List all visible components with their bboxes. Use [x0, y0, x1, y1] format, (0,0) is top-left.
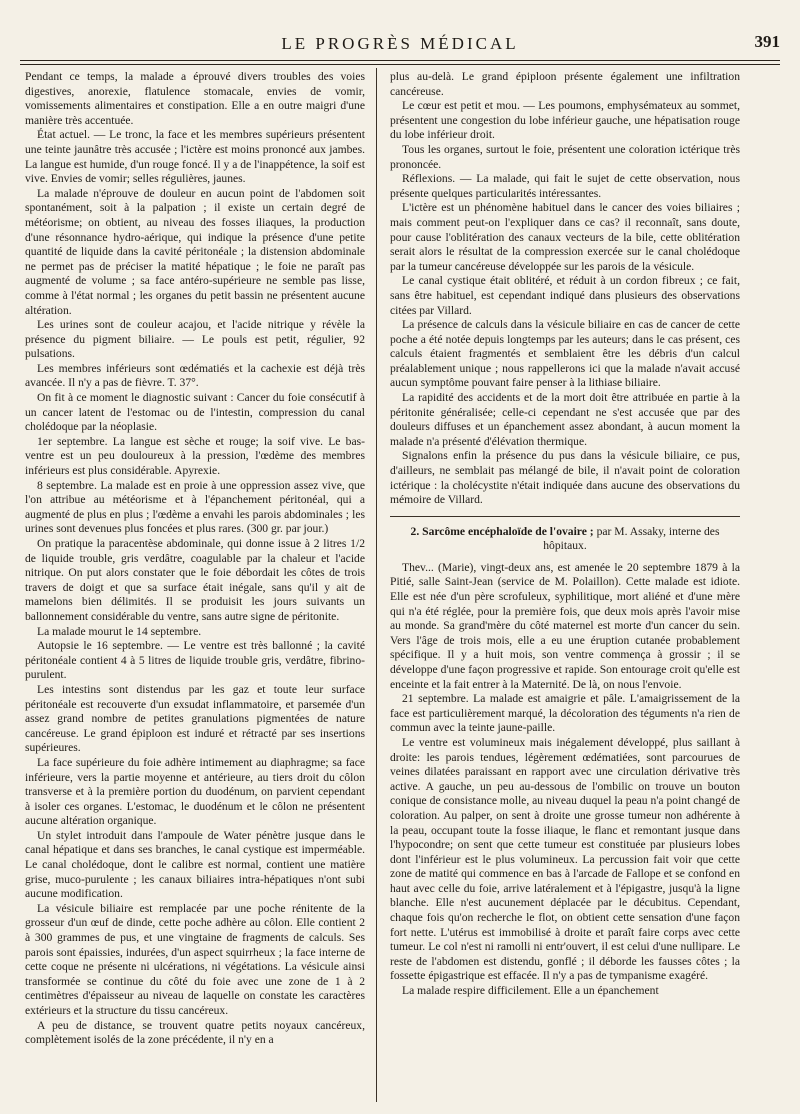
- paragraph: Le canal cystique était oblitéré, et réduit à un cordon fibreux ; ce fait, sans être habituel, est cependant indiqué dans plusieurs des observations citées par Villard.: [390, 274, 740, 317]
- section-separator: [390, 516, 740, 517]
- page-header: [20, 30, 780, 64]
- paragraph: 1er septembre. La langue est sèche et rouge; la soif vive. Le bas-ventre est un peu douloureux à la pression, l'œdème des membres inférieurs est plus considérable. Apyrexie.: [25, 434, 365, 478]
- article-byline: par M. Assaky, interne des hôpitaux.: [543, 524, 720, 552]
- column-divider: [376, 68, 377, 1102]
- paragraph: État actuel. — Le tronc, la face et les membres supérieurs présentent une teinte jaunâtre très accusée ; l'ictère est moins prononcé aux jambes. La langue est humide, d'un rouge foncé. Il y a de l'inappétence, la soif est vive. Envies de vomir; selles régulières, jaunes.: [25, 128, 365, 186]
- paragraph: 8 septembre. La malade est en proie à une oppression assez vive, que l'on attribue au météorisme et à l'épanchement péritonéal, qui a augmenté de plus en plus ; l'œdème a envahi les parois abdominales ; les urines sont devenues plus foncées et plus rares. (300 gr. par jour.): [25, 478, 365, 536]
- paragraph: Les urines sont de couleur acajou, et l'acide nitrique y révèle la présence du pigment biliaire. — Le pouls est petit, régulier, 92 pulsations.: [25, 318, 365, 361]
- paragraph: Les membres inférieurs sont œdématiés et la cachexie est déjà très avancée. Il n'y a pas de fièvre. T. 37°.: [25, 361, 365, 390]
- running-title: LE PROGRÈS MÉDICAL: [281, 34, 519, 53]
- right-column: [390, 70, 740, 1100]
- paragraph: Autopsie le 16 septembre. — Le ventre est très ballonné ; la cavité péritonéale contient 4 à 5 litres de liquide trouble gris, verdâtre, fibrino-purulent.: [25, 639, 365, 682]
- paragraph: La face supérieure du foie adhère intimement au diaphragme; sa face inférieure, vers la partie moyenne et antérieure, au tiers droit du côlon transverse et à la première portion du duodénum, on parvient cependant à isoler ces organes. L'estomac, le duodénum et le côlon ne présentent aucune altération organique.: [25, 755, 365, 828]
- paragraph: La rapidité des accidents et de la mort doit être attribuée en partie à la péritonite généralisée; celle-ci cependant ne s'est accusée que par des douleurs diffuses et un épanchement assez abondant, à aucun moment la malade n'a présenté d'élévation thermique.: [390, 391, 740, 448]
- paragraph: La malade respire difficilement. Elle a un épanchement: [402, 984, 659, 998]
- header-rule: [20, 60, 780, 61]
- paragraph: On pratique la paracentèse abdominale, qui donne issue à 2 litres 1/2 de liquide trouble, gris verdâtre, coagulable par la chaleur et l'acide nitrique. On put alors constater que le foie débordait les côtes de trois travers de doigt et que sa surface était inégale, sans qu'il y ait de mamelons bien délimités. Il se produisit les jours suivants un ballonnement considérable du ventre, sans autre signe de péritonite.: [25, 537, 365, 623]
- paragraph: La présence de calculs dans la vésicule biliaire en cas de cancer de cette poche a été notée depuis longtemps par les auteurs; dans le cas présent, ces calculs étaient fragmentés et semblaient être les débris d'un calcul préalablement unique ; nous rappellerons ici que la malade n'avait accusé aucun symptôme pouvant faire penser à la lithiase biliaire.: [390, 318, 740, 390]
- header-rule-secondary: [20, 64, 780, 65]
- paragraph: Thev... (Marie), vingt-deux ans, est amenée le 20 septembre 1879 à la Pitié, salle Saint-Jean (service de M. Polaillon). Cette malade est idiote. Elle est née d'un père scrofuleux, syphilitique, mort aliéné et d'une mère qui n'a été réglée, pour la première fois, que deux mois après l'avoir mise au monde. Sa grand'mère du côté maternel est morte d'un cancer du sein. Vers l'âge de trois mois, elle a eu une éruption cutanée probablement spécifique. Il y a huit mois, son ventre commença à grossir ; il se développe d'une façon progressive et rapide. Son entourage croit qu'elle est enceinte et la fait entrer à la Maternité. De là, on nous l'envoie.: [390, 560, 740, 691]
- paragraph: La vésicule biliaire est remplacée par une poche rénitente de la grosseur d'un œuf de dinde, cette poche adhère au côlon. Elle contient 2 à 300 grammes de pus, et une vingtaine de fragments de calculs. Ses parois sont épaissies, indurées, d'un aspect squirrheux ; la face interne de cette coque ne présente ni ulcérations, ni végétations. La vésicule ainsi transformée se continue du côté du foie avec une zone de 1 à 2 centimètres d'épaisseur au niveau de laquelle on constate les caractères extérieurs et la structure du tissu cancéreux.: [25, 901, 365, 1017]
- paragraph: Pendant ce temps, la malade a éprouvé divers troubles des voies digestives, anorexie, flatulence stomacale, envies de vomir, vomissements alimentaires et constipation. Elle a en outre maigri d'une manière très accentuée.: [25, 70, 365, 127]
- paragraph: plus au-delà. Le grand épiploon présente également une infiltration cancéreuse.: [390, 70, 740, 98]
- paragraph: Le cœur est petit et mou. — Les poumons, emphysémateux au sommet, présentent une congestion du lobe inférieur gauche, une hépatisation rouge du lobe inférieur droit.: [390, 99, 740, 142]
- paragraph: 21 septembre. La malade est amaigrie et pâle. L'amaigrissement de la face est particulièrement marqué, la décoloration des téguments n'a rien de commun avec la teinte jaune-paille.: [390, 692, 740, 735]
- paragraph: Tous les organes, surtout le foie, présentent une coloration ictérique très prononcée.: [390, 142, 740, 171]
- article-title: 2. Sarcôme encéphaloïde de l'ovaire ;: [410, 524, 594, 538]
- paragraph: Les intestins sont distendus par les gaz et toute leur surface péritonéale est recouverte d'un exsudat inflammatoire, et parsemée d'un assez grand nombre de petites granulations pigmentées de nature cancéreuse. Le grand épiploon est induré et rétracté par ses insertions supérieures.: [25, 682, 365, 755]
- paragraph: A peu de distance, se trouvent quatre petits noyaux cancéreux, complètement isolés de la zone précédente, il n'y en a: [25, 1018, 365, 1047]
- paragraph: Le ventre est volumineux mais inégalement développé, plus saillant à droite: les parois tendues, légèrement œdématiées, sont parcourues de veines dilatées paraissant en rapport avec une circulation dérivative très active. A gauche, un peu au-dessous de l'ombilic on trouve un bouton conique de consistance molle, au niveau duquel la peau n'a point changé de coloration. Au palper, on sent à droite une grosse tumeur non adhérente à la peau, occupant toute la fosse iliaque, le flanc et remontant jusque dans l'hypocondre; on sent que cette tumeur est constituée par plusieurs lobes dont l'inférieur est le plus volumineux. La percussion fait voir que cette zone de matité qui commence en bas à l'arcade de Fallope et se confond en haut avec celle du foie, arrive latéralement et à l'épigastre, jusqu'à la ligne blanche. Elle n'est aucunement déplacée par le décubitus. Cependant, chaque fois qu'on recherche le flot, on obtient cette sensation d'une façon fort nette. L'utérus est immobilisé à droite et paraît faire corps avec cette tumeur. Le col n'est ni ramolli ni entr'ouvert, il est celui d'une nullipare. Le reste de l'abdomen est distendu, gonflé ; il déborde les fausses côtes ; la fossette épigastrique est effacée. Il n'y a pas de tympanisme exagéré.: [390, 735, 740, 983]
- article-heading: [390, 525, 740, 553]
- paragraph: Réflexions. — La malade, qui fait le sujet de cette observation, nous présente quelques particularités intéressantes.: [390, 172, 740, 200]
- page-number: 391: [754, 32, 780, 51]
- left-column: [25, 70, 365, 1100]
- paragraph: L'ictère est un phénomène habituel dans le cancer des voies biliaires ; mais comment peut-on l'expliquer dans ce cas? il reconnaît, sans doute, pour cause l'oblitération des canaux vecteurs de la bile, cette oblitération serait alors le résultat de la compression exercée sur le canal cholédoque par la tumeur cancéreuse développée sur les parois de la vésicule.: [390, 201, 740, 273]
- paragraph: La malade n'éprouve de douleur en aucun point de l'abdomen soit spontanément, soit à la palpation ; il existe un certain degré de météorisme; on obtient, au niveau des fosses iliaques, la production d'une résonnance hydro-aérique, qui indique la présence d'une petite quantité de liquide dans la cavité péritonéale ; la distension abdominale ne permet pas de préciser la matité hépatique ; le foie ne paraît pas augmenté de volume ; sa face antéro-supérieure ne semble pas lisse, comme à l'état normal ; les organes du petit bassin ne présentent aucune altération.: [25, 186, 365, 317]
- paragraph: Un stylet introduit dans l'ampoule de Water pénètre jusque dans le canal hépatique et dans ses branches, le canal cystique est imperméable. Le canal cholédoque, dont le calibre est normal, contient une matière grise, muco-purulente ; les canaux biliaires intra-hépatiques n'ont subi aucune modification.: [25, 828, 365, 901]
- paragraph: On fit à ce moment le diagnostic suivant : Cancer du foie consécutif à un cancer latent de l'estomac ou de l'intestin, compression du canal cholédoque par la néoplasie.: [25, 391, 365, 434]
- paragraph: Signalons enfin la présence du pus dans la vésicule biliaire, ce pus, d'ailleurs, ne semblait pas mélangé de bile, il n'avait point de coloration ictérique : la cholécystite n'était indiquée dans aucune des observations du mémoire de Villard.: [390, 449, 740, 507]
- paragraph: La malade mourut le 14 septembre.: [37, 624, 202, 638]
